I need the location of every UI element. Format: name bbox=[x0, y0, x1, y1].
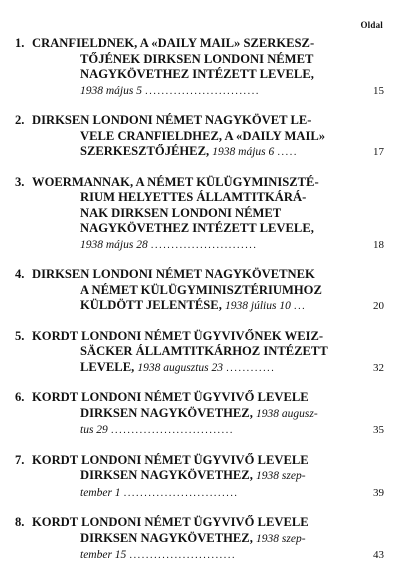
leader-dots: .......................... bbox=[129, 550, 237, 561]
leader-dots: ............ bbox=[226, 362, 276, 374]
entry-text bbox=[32, 113, 354, 161]
entry-text bbox=[32, 36, 354, 99]
toc-entry bbox=[0, 329, 402, 377]
page-number: 35 bbox=[373, 424, 384, 436]
leader-dots: ..... bbox=[277, 147, 298, 158]
entry-line: WOERMANNAK, A NÉMET KÜLÜGYMINISZTÉ- bbox=[32, 174, 319, 189]
entry-date: 1938 május 5 bbox=[80, 84, 142, 97]
entry-line: A NÉMET KÜLÜGYMINISZTÉRIUMHOZ bbox=[80, 282, 322, 297]
leader-dots: .......................... bbox=[150, 239, 258, 251]
entry-line: KORDT LONDONI NÉMET ÜGYVIVŐ LEVELE bbox=[32, 452, 309, 467]
entry-line: SÄCKER ÁLLAMTITKÁRHOZ INTÉZETT bbox=[80, 344, 328, 358]
leader-dots: ... bbox=[293, 301, 307, 312]
entry-date-continued: tember 15 bbox=[80, 549, 127, 561]
toc-entry bbox=[0, 267, 402, 315]
entry-number: 6. bbox=[15, 390, 25, 404]
entry-line: NAGYKÖVETHEZ INTÉZETT LEVELE, bbox=[80, 67, 314, 81]
entry-text bbox=[32, 390, 354, 439]
leader-dots: .............................. bbox=[110, 425, 234, 436]
entry-line: CRANFIELDNEK, A «DAILY MAIL» SZERKESZ- bbox=[32, 36, 315, 50]
entry-text bbox=[32, 515, 354, 564]
toc-entry bbox=[0, 36, 402, 99]
entry-date-continued: tember 1 bbox=[80, 486, 121, 499]
entry-date-line bbox=[32, 422, 354, 439]
table-of-contents bbox=[0, 36, 402, 578]
entry-line: KORDT LONDONI NÉMET ÜGYVIVŐNEK WEIZ- bbox=[32, 328, 324, 343]
leader-dots: ............................ bbox=[145, 85, 260, 97]
toc-entry bbox=[0, 453, 402, 502]
entry-text bbox=[32, 453, 354, 502]
entry-line: KÜLDÖTT JELENTÉSE, bbox=[80, 298, 222, 312]
entry-date: 1938 augusz- bbox=[256, 407, 318, 420]
entry-line: VELE CRANFIELDHEZ, A «DAILY MAIL» bbox=[80, 128, 326, 143]
entry-line: NAGYKÖVETHEZ INTÉZETT LEVELE, bbox=[80, 221, 314, 235]
entry-line-text: DIRKSEN NAGYKÖVETHEZ, bbox=[80, 405, 253, 420]
page-number: 39 bbox=[373, 486, 384, 499]
entry-line-text: DIRKSEN NAGYKÖVETHEZ, bbox=[80, 468, 253, 482]
page-number: 17 bbox=[373, 146, 384, 158]
entry-text bbox=[32, 267, 354, 315]
page-column-header: Oldal bbox=[360, 20, 383, 30]
entry-line: KORDT LONDONI NÉMET ÜGYVIVŐ LEVELE bbox=[32, 515, 309, 529]
leader-dots: ............................ bbox=[123, 487, 239, 499]
entry-date: 1938 szep- bbox=[256, 470, 306, 482]
entry-date-line bbox=[32, 83, 354, 100]
entry-number: 2. bbox=[15, 113, 25, 127]
entry-line: TŐJÉNEK DIRKSEN LONDONI NÉMET bbox=[80, 51, 314, 66]
entry-date-line bbox=[32, 237, 354, 254]
entry-line: LEVELE, bbox=[80, 359, 135, 374]
entry-date: 1938 május 6 bbox=[212, 146, 275, 158]
entry-date: 1938 május 28 bbox=[80, 238, 148, 251]
entry-line bbox=[32, 531, 354, 548]
page-number: 18 bbox=[373, 238, 384, 251]
toc-entry bbox=[0, 113, 402, 161]
entry-text bbox=[32, 329, 354, 377]
entry-number: 1. bbox=[15, 36, 25, 50]
page-number: 20 bbox=[373, 300, 384, 312]
entry-number: 8. bbox=[15, 515, 25, 529]
entry-date: 1938 július 10 bbox=[225, 300, 291, 312]
entry-line: DIRKSEN LONDONI NÉMET NAGYKÖVETNEK bbox=[32, 267, 315, 281]
page-number: 32 bbox=[373, 361, 384, 374]
entry-line: DIRKSEN LONDONI NÉMET NAGYKÖVET LE- bbox=[32, 113, 312, 127]
entry-date-line bbox=[32, 485, 354, 502]
entry-line: RIUM HELYETTES ÁLLAMTITKÁRÁ- bbox=[80, 190, 307, 204]
entry-line: KORDT LONDONI NÉMET ÜGYVIVŐ LEVELE bbox=[32, 390, 309, 404]
entry-line: SZERKESZTŐJÉHEZ, bbox=[80, 144, 210, 158]
entry-date-line bbox=[32, 144, 354, 161]
entry-date-continued: tus 29 bbox=[80, 424, 108, 436]
entry-line-text: DIRKSEN NAGYKÖVETHEZ, bbox=[80, 530, 253, 545]
entry-number: 3. bbox=[15, 174, 25, 189]
entry-number: 5. bbox=[15, 328, 25, 343]
entry-text bbox=[32, 175, 354, 254]
entry-line bbox=[32, 406, 354, 423]
entry-number: 7. bbox=[15, 452, 25, 467]
entry-date-line bbox=[32, 298, 354, 315]
entry-number: 4. bbox=[15, 267, 25, 281]
toc-entry bbox=[0, 175, 402, 254]
toc-entry bbox=[0, 390, 402, 439]
page-number: 43 bbox=[373, 549, 384, 561]
entry-line: NAK DIRKSEN LONDONI NÉMET bbox=[80, 205, 282, 220]
entry-date: 1938 szep- bbox=[256, 532, 306, 545]
toc-entry bbox=[0, 515, 402, 564]
page-number: 15 bbox=[373, 84, 384, 97]
entry-line bbox=[32, 468, 354, 485]
entry-date: 1938 augusztus 23 bbox=[137, 361, 224, 374]
entry-date-line bbox=[32, 547, 354, 564]
entry-date-line bbox=[32, 360, 354, 377]
